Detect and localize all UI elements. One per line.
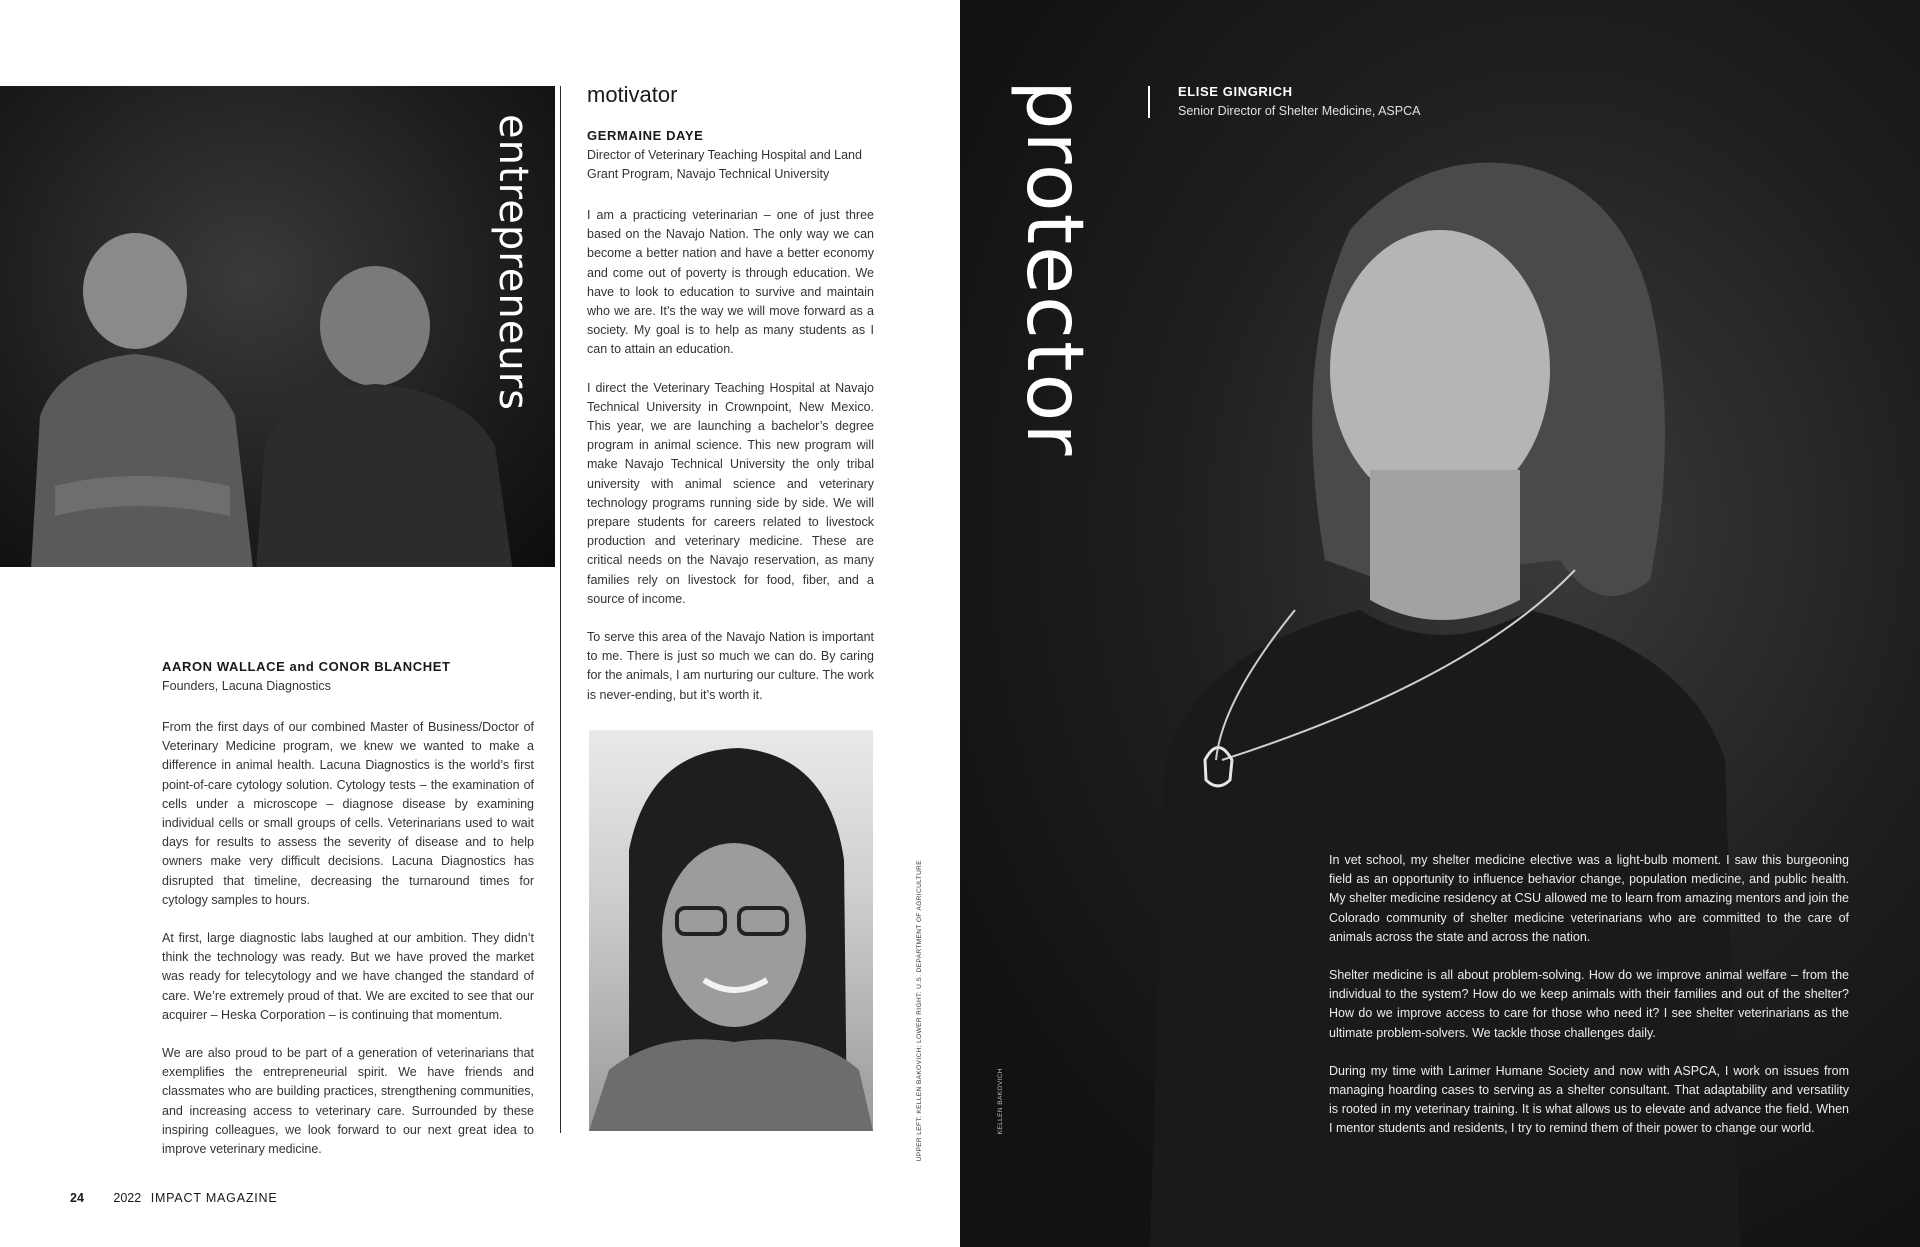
founders-photo-illustration — [0, 86, 555, 567]
founders-paragraph-1: From the first days of our combined Master of Business/Doctor of Veterinary Medicine program, we knew we wanted to make a difference in animal health. Lacuna Diagnostics is the world’s first point-of-care cytology solution. Cytology tests – the examination of cells under a microscope – diagnose disease by examining individual cells or small groups of cells. Veterinarians used to wait days for results to assess the severity of disease and to help owners make very difficult decisions. Lacuna Diagnostics has disrupted that timeline, decreasing the turnaround times for cytology samples to hours. — [162, 720, 534, 907]
page-footer — [70, 1191, 278, 1205]
right-photo-credit: KELLEN BAKOVICH — [997, 1068, 1004, 1135]
daye-paragraph-2: I direct the Veterinary Teaching Hospital at Navajo Technical University in Crownpoint, New Mexico. This year, we are launching a bachelor’s degree program in animal science. This new program will make Navajo Technical University the only tribal university with animal science and veterinary technology programs running side by side. We will prepare students for careers related to livestock production and veterinary medicine. These are critical needs on the Navajo reservation, as many families rely on livestock for food, fiber, and a source of income. — [587, 380, 874, 606]
elise-paragraph-1: In vet school, my shelter medicine elective was a light-bulb moment. I saw this burgeoning field as an opportunity to influence behavior change, population medicine, and public health. My shelter medicine residency at CSU allowed me to learn from amazing mentors and join the Colorado community of shelter medicine veterinarians who are committed to the care of animals across the state and across the nation. — [1329, 853, 1849, 944]
elise-header — [1178, 84, 1420, 121]
daye-name: GERMAINE DAYE — [587, 128, 704, 143]
elise-profile — [1329, 851, 1849, 1158]
page-number: 24 — [70, 1191, 84, 1205]
footer-magazine: IMPACT MAGAZINE — [150, 1191, 278, 1205]
founders-photo — [0, 86, 555, 567]
daye-photo-illustration — [589, 730, 873, 1131]
founders-paragraph-3: We are also proud to be part of a generation of veterinarians that exemplifies the entrepreneurial spirit. We have friends and classmates who are building practices, strengthening communities, and increasing access to veterinary care. Surrounded by these inspiring colleagues, we look forward to our next great idea to improve veterinary medicine. — [162, 1046, 534, 1157]
footer-year: 2022 — [113, 1191, 142, 1205]
founders-role: Founders, Lacuna Diagnostics — [162, 679, 331, 693]
daye-role: Director of Veterinary Teaching Hospital and Land Grant Program, Navajo Technical University — [587, 148, 862, 181]
elise-paragraph-2: Shelter medicine is all about problem-solving. How do we improve animal welfare – from the individual to the system? How do we keep animals with their families and out of the shelter? How do we improve access to care for those who need it? I see shelter veterinarians as the ultimate problem-solvers. We tackle those challenges daily. — [1329, 968, 1849, 1040]
entrepreneurs-heading: entrepreneurs — [490, 114, 536, 411]
founders-profile — [162, 659, 534, 1178]
motivator-heading: motivator — [587, 82, 678, 107]
elise-paragraph-3: During my time with Larimer Humane Society and now with ASPCA, I work on issues from managing hoarding cases to serving as a shelter consultant. That adaptability and versatility is rooted in my veterinary training. It is what allows us to elevate and advance the field. When I mentor students and residents, I try to remind them of their power to change our world. — [1329, 1063, 1849, 1136]
column-divider — [560, 86, 561, 1133]
elise-rule — [1148, 86, 1150, 118]
founders-paragraph-2: At first, large diagnostic labs laughed at our ambition. They didn’t think the technology was ready. But we have proved the market was ready for telecytology and we have changed the standard of care. We’re extremely proud of that. We are excited to see that our acquirer – Heska Corporation – is continuing that momentum. — [162, 931, 534, 1022]
elise-role: Senior Director of Shelter Medicine, ASPCA — [1178, 104, 1421, 118]
founders-name: AARON WALLACE and CONOR BLANCHET — [162, 659, 451, 674]
elise-name: ELISE GINGRICH — [1178, 84, 1293, 99]
left-photo-credit: UPPER LEFT: KELLEN BAKOVICH; LOWER RIGHT: U.S. DEPARTMENT OF AGRICULTURE — [916, 860, 923, 1162]
daye-paragraph-1: I am a practicing veterinarian – one of just three based on the Navajo Nation. The only way we can become a better nation and have a better economy and come out of poverty is through education. We have to look to education to survive and maintain who we are. It’s the way we will move forward as a society. My goal is to help as many students as I can to attain an education. — [587, 208, 874, 357]
protector-heading: protector — [1009, 80, 1099, 458]
daye-photo — [589, 730, 873, 1131]
daye-paragraph-3: To serve this area of the Navajo Nation is important to me. There is just so much we can do. By caring for the animals, I am nurturing our culture. The work is never-ending, but it’s worth it. — [587, 630, 874, 702]
daye-profile — [587, 128, 874, 724]
